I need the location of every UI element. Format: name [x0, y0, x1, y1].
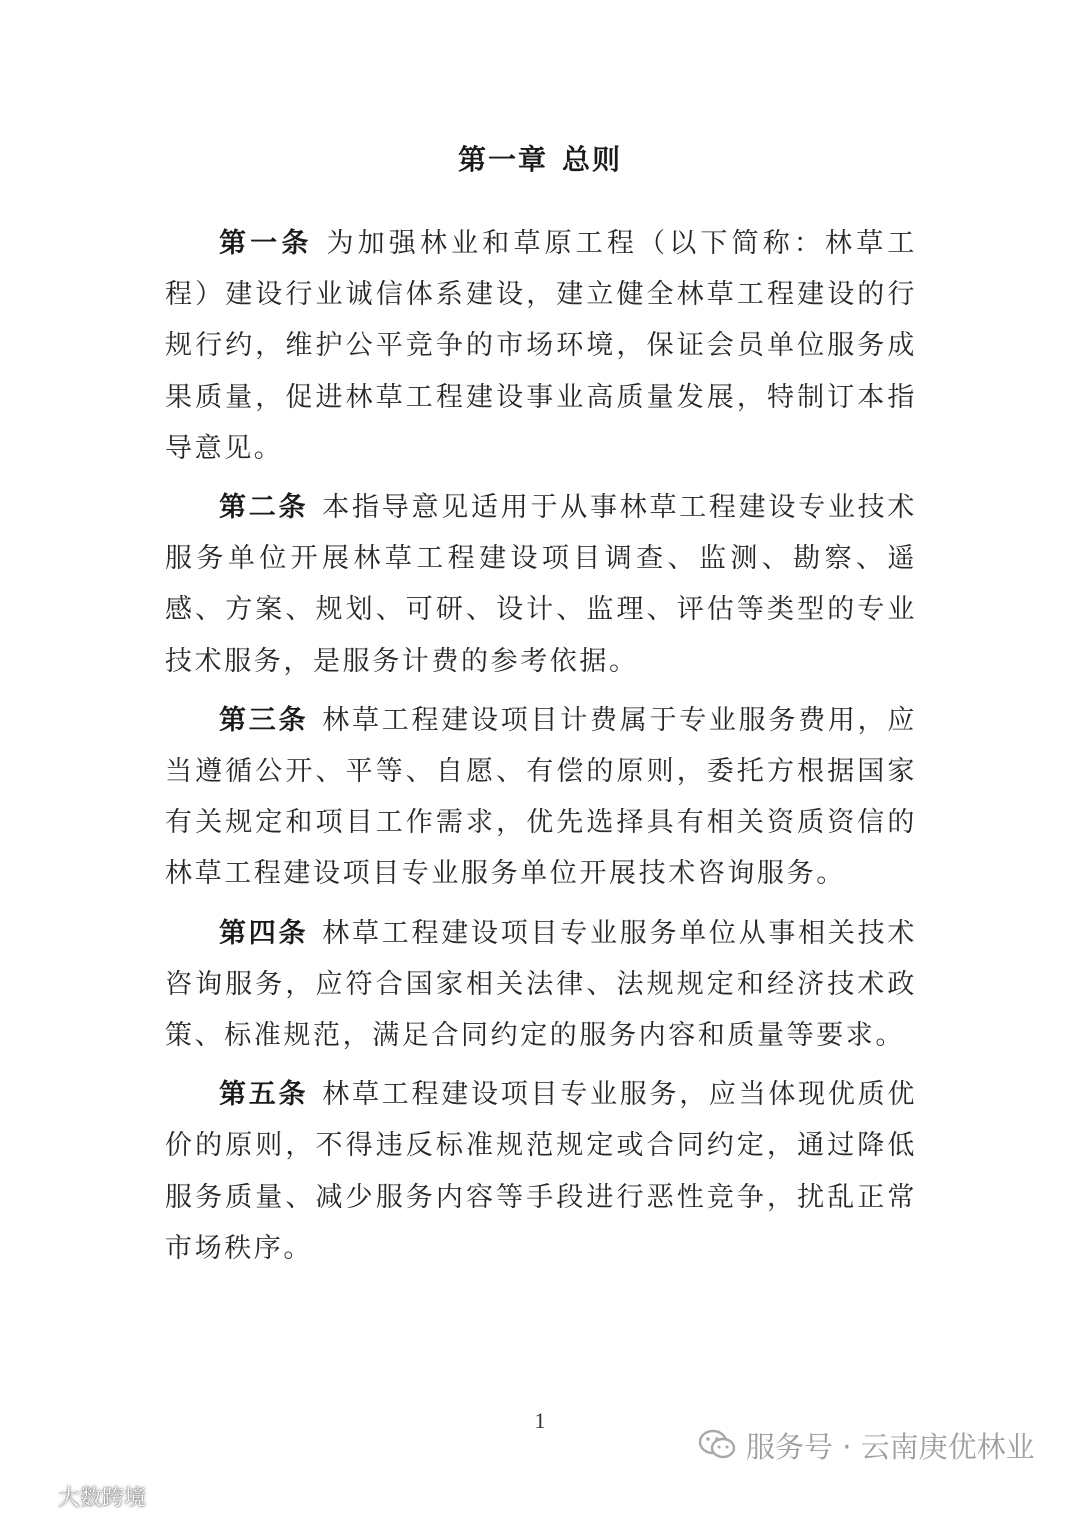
article-4	[165, 908, 917, 1062]
source-text: 大数跨境	[58, 1485, 147, 1511]
chapter-title	[0, 138, 1080, 178]
article-text: 林草工程建设项目计费属于专业服务费用，应当遵循公开、平等、自愿、有偿的原则，委托方根据国家有关规定和项目工作需求，优先选择具有相关资质资信的林草工程建设项目专业服务单位开展技术咨询服务。	[165, 704, 918, 890]
article-label: 第五条	[219, 1079, 309, 1111]
service-account-watermark	[698, 1420, 1035, 1470]
article-label: 第二条	[219, 492, 309, 524]
page-number: 1	[534, 1408, 546, 1433]
source-watermark	[8, 1476, 146, 1516]
article-text: 林草工程建设项目专业服务，应当体现优质优价的原则，不得违反标准规范规定或合同约定，通过降低服务质量、减少服务内容等手段进行恶性竞争，扰乱正常市场秩序。	[165, 1079, 918, 1264]
article-1	[165, 218, 917, 474]
article-text: 为加强林业和草原工程（以下简称：林草工程）建设行业诚信体系建设，建立健全林草工程建设的行规行约，维护公平竞争的市场环境，保证会员单位服务成果质量，促进林草工程建设事业高质量发展，特制订本指导意见。	[165, 228, 917, 464]
chapter-number: 第一章	[457, 143, 548, 176]
article-label: 第一条	[219, 228, 313, 259]
article-text: 本指导意见适用于从事林草工程建设专业技术服务单位开展林草工程建设项目调查、监测、勘察、遥感、方案、规划、可研、设计、监理、评估等类型的专业技术服务，是服务计费的参考依据。	[165, 492, 918, 677]
article-2	[165, 482, 917, 687]
document-body	[165, 218, 917, 1282]
service-account-text: 服务号 · 云南庚优林业	[746, 1429, 1035, 1464]
article-label: 第四条	[219, 917, 309, 949]
article-text: 林草工程建设项目专业服务单位从事相关技术咨询服务，应符合国家相关法律、法规规定和经济技术政策、标准规范，满足合同约定的服务内容和质量等要求。	[165, 917, 918, 1052]
article-label: 第三条	[219, 704, 309, 736]
article-3	[165, 695, 917, 900]
chapter-name: 总则	[562, 143, 623, 176]
wechat-icon	[698, 1428, 736, 1462]
article-5	[165, 1069, 917, 1274]
brand-logo-icon	[8, 1482, 52, 1510]
